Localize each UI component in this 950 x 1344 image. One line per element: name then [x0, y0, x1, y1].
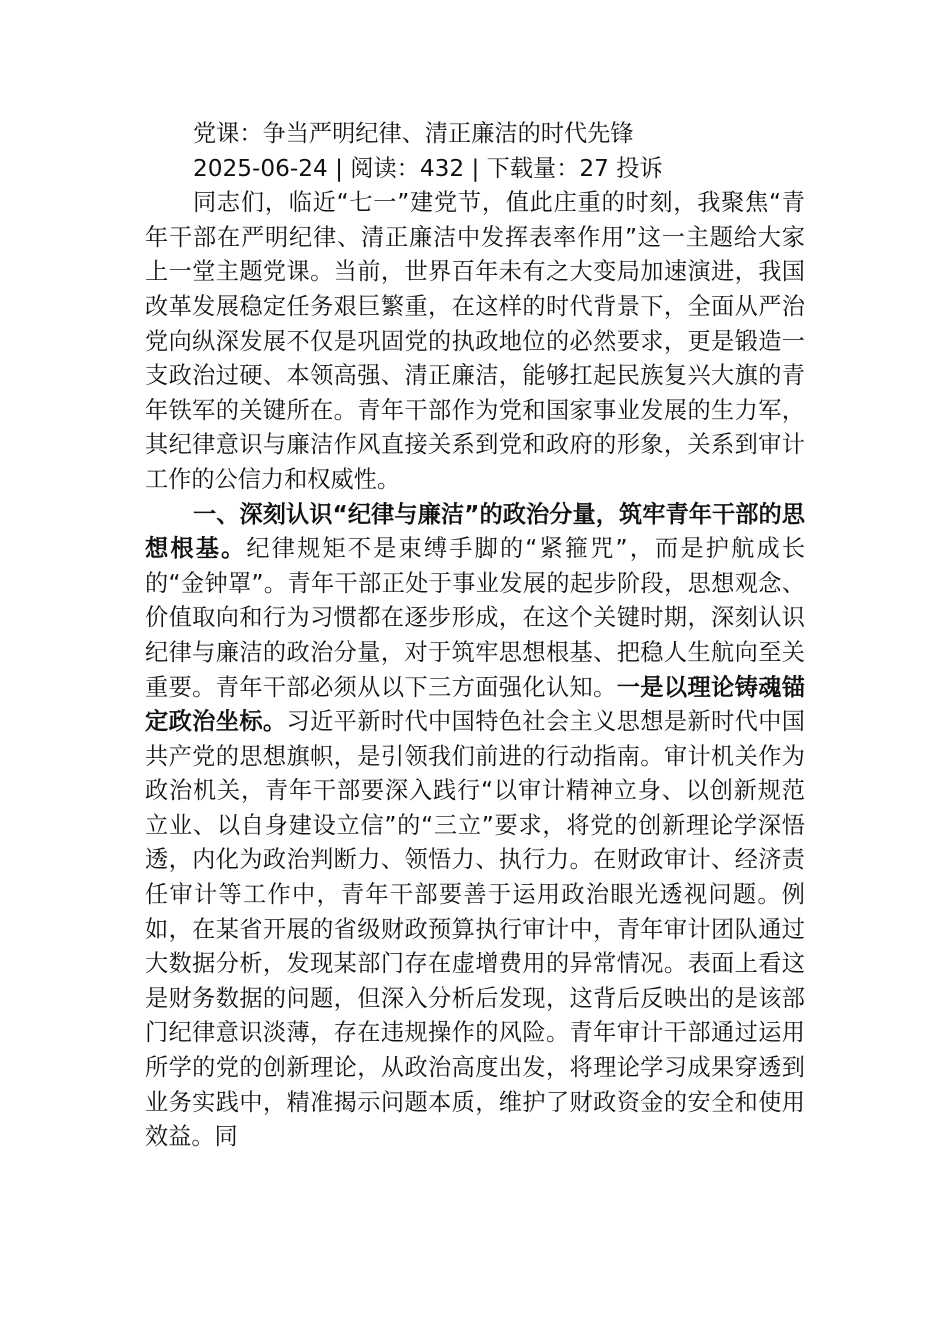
paragraph-intro: 同志们，临近“七一”建党节，值此庄重的时刻，我聚焦“青年干部在严明纪律、清正廉洁中发挥表率作用”这一主题给大家上一堂主题党课。当前，世界百年未有之大变局加速演进，我国改革发展稳定任务艰巨繁重，在这样的时代背景下，全面从严治党向纵深发展不仅是巩固党的执政地位的必然要求，更是锻造一支政治过硬、本领高强、清正廉洁，能够扛起民族复兴大旗的青年铁军的关键所在。青年干部作为党和国家事业发展的生力军，其纪律意识与廉洁作风直接关系到党和政府的形象，关系到审计工作的公信力和权威性。	[145, 189, 805, 493]
paragraph-section-1	[145, 498, 805, 1155]
section-1-heading: 一、深刻认识“纪律与廉洁”的政治分量，筑牢青年干部的思想根基。	[145, 500, 805, 563]
document-meta: 2025-06-24 | 阅读：432 | 下载量：27 投诉	[193, 154, 663, 182]
document-title: 党课：争当严明纪律、清正廉洁的时代先锋	[193, 120, 634, 147]
section-1-text-a: 纪律规矩不是束缚手脚的“紧箍咒”，而是护航成长的“金钟罩”。青年干部正处于事业发展的起步阶段，思想观念、价值取向和行为习惯都在逐步形成，在这个关键时期，深刻认识纪律与廉洁的政治分量，对于筑牢思想根基、把稳人生航向至关重要。青年干部必须从以下三方面强化认知。	[145, 535, 806, 701]
section-1-point-1: 一是以理论铸魂锚定政治坐标。	[145, 673, 806, 736]
section-1-text-b: 习近平新时代中国特色社会主义思想是新时代中国共产党的思想旗帜，是引领我们前进的行动指南。审计机关作为政治机关，青年干部要深入践行“以审计精神立身、以创新规范立业、以自身建设立信”的“三立”要求，将党的创新理论学深悟透，内化为政治判断力、领悟力、执行力。在财政审计、经济责任审计等工作中，青年干部要善于运用政治眼光透视问题。例如，在某省开展的省级财政预算执行审计中，青年审计团队通过大数据分析，发现某部门存在虚增费用的异常情况。表面上看这是财务数据的问题，但深入分析后发现，这背后反映出的是该部门纪律意识淡薄，存在违规操作的风险。青年审计干部通过运用所学的党的创新理论，从政治高度出发，将理论学习成果穿透到业务实践中，精准揭示问题本质，维护了财政资金的安全和使用效益。同	[145, 708, 805, 1151]
document-body	[145, 117, 805, 1155]
